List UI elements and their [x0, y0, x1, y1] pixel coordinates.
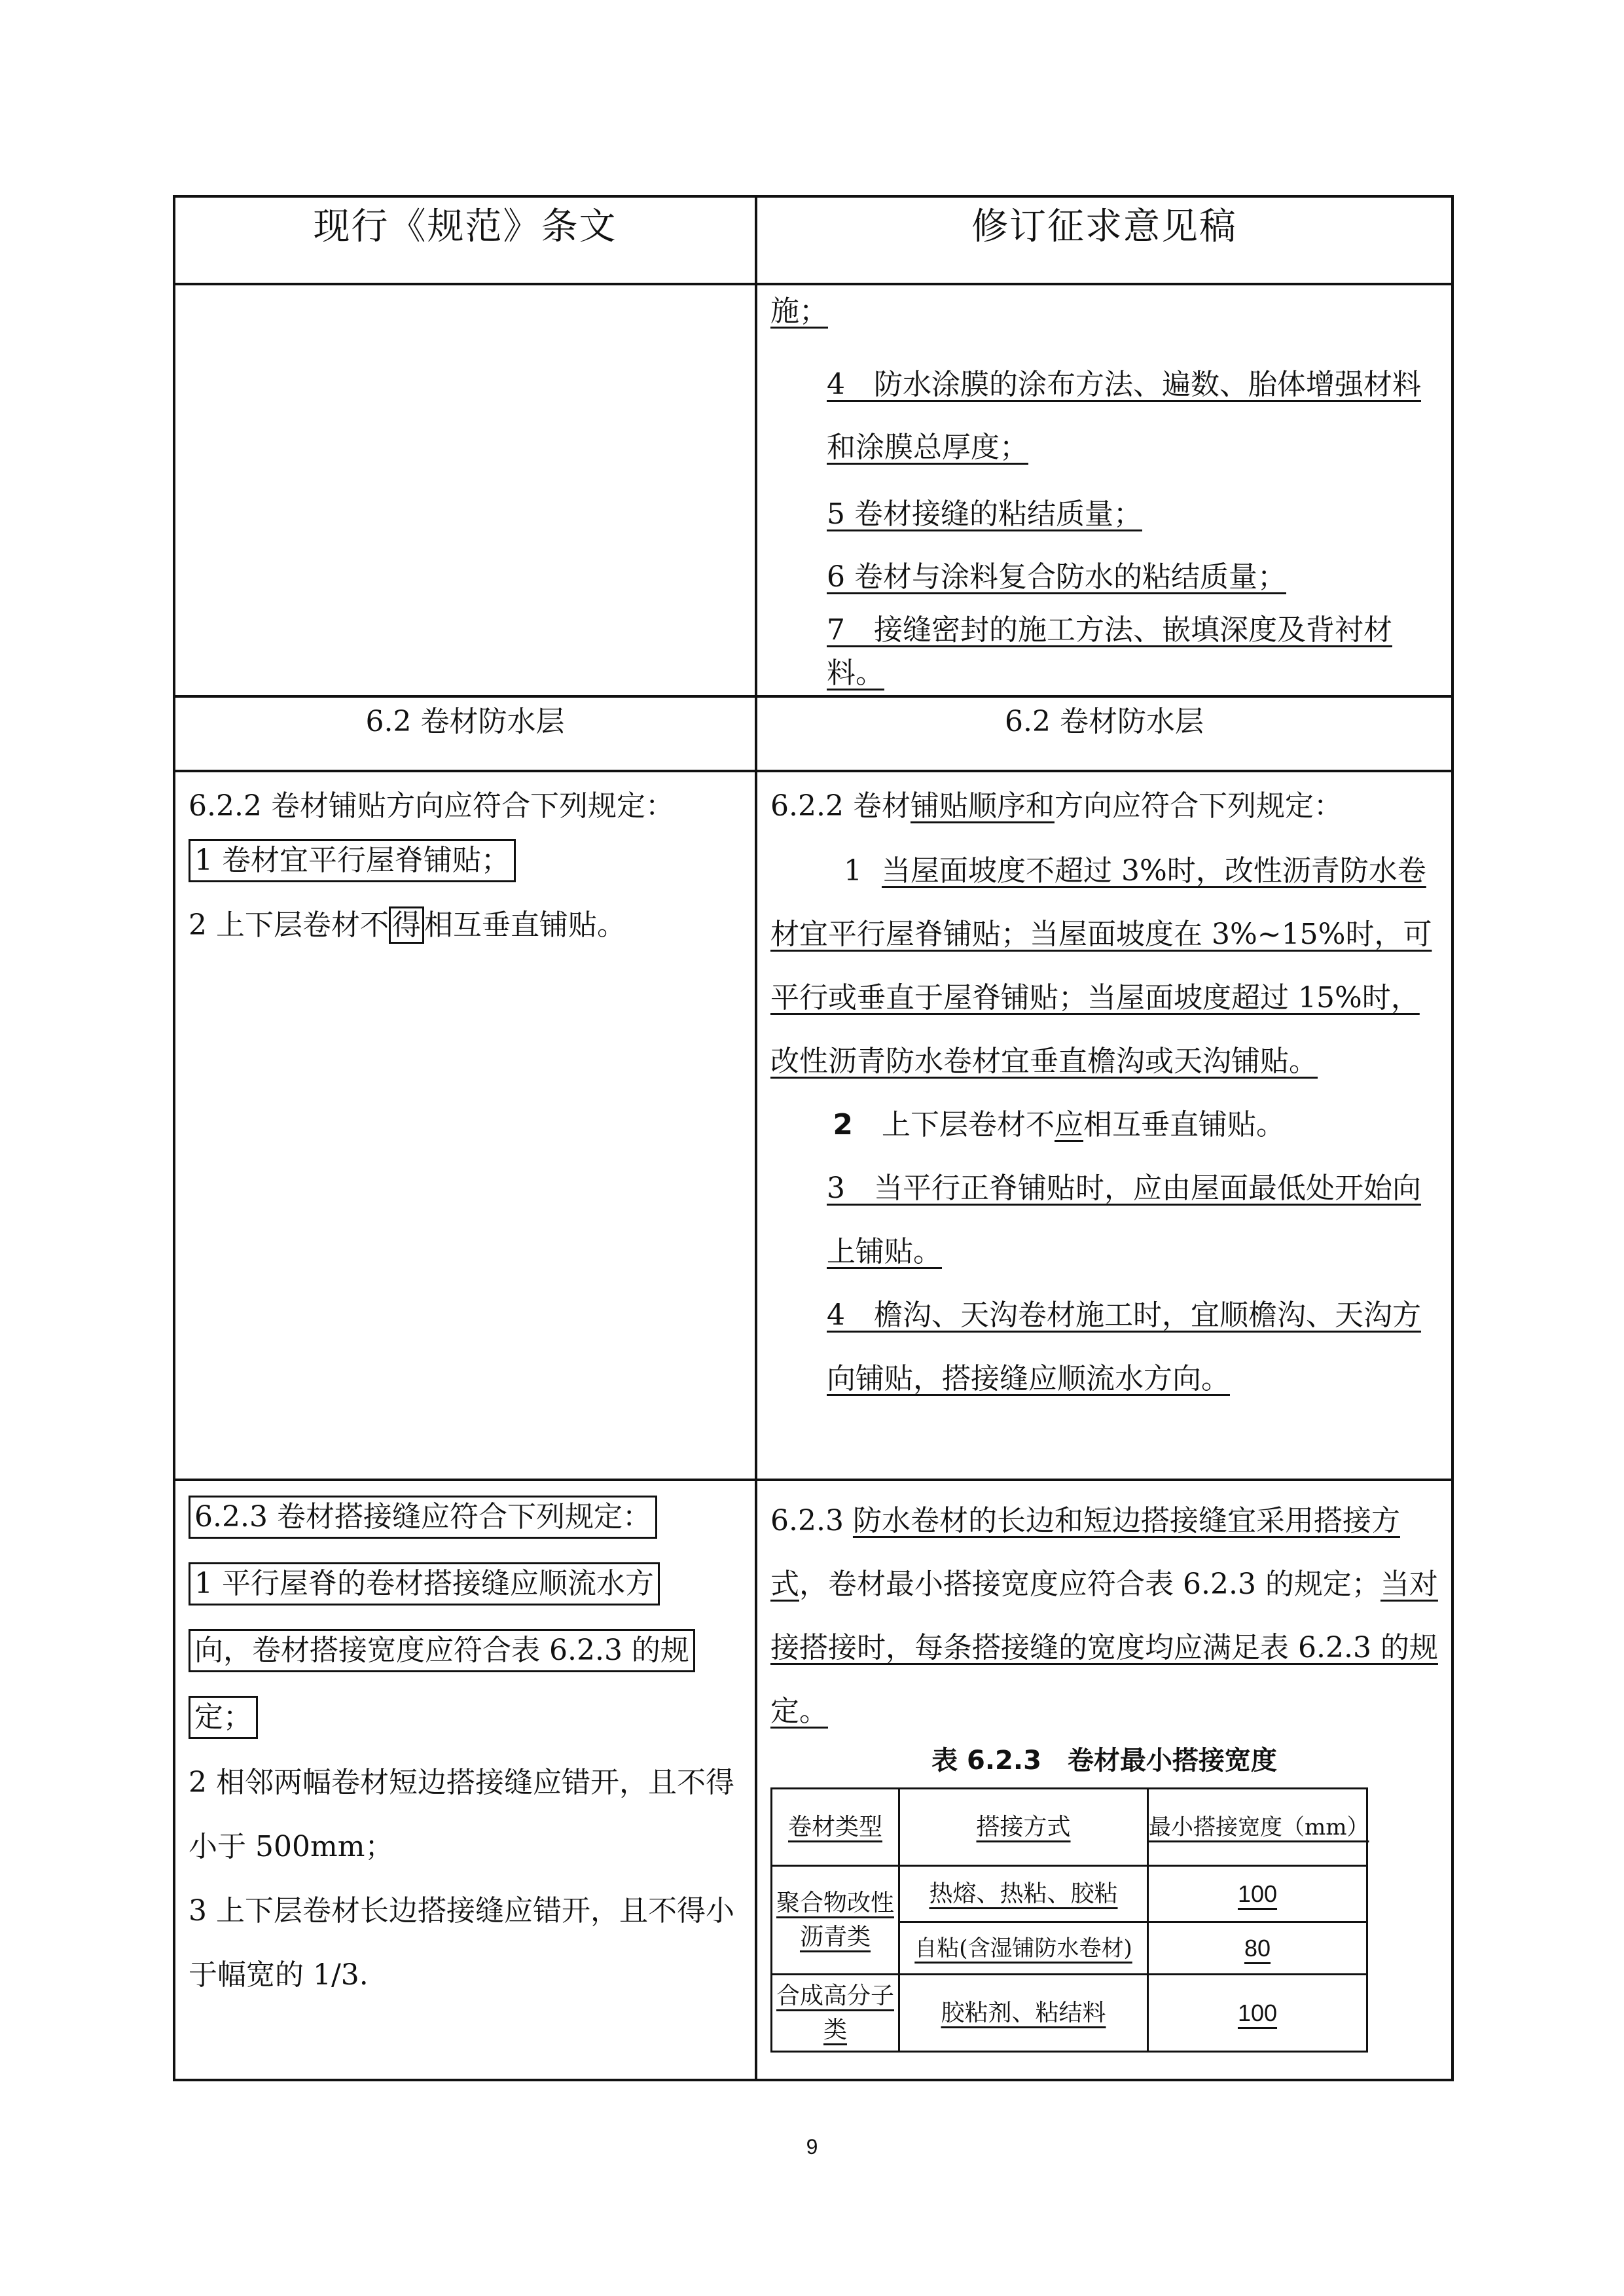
row-continued-items: [174, 284, 1453, 696]
row-6-2-2: [174, 771, 1453, 1480]
left-6-2-2: [174, 771, 756, 1480]
page-number: 9: [806, 2135, 818, 2159]
subtable-type-cell: 合成高分子类: [772, 1975, 899, 2052]
subtable-header-type: 卷材类型: [772, 1789, 899, 1866]
subtable-width-cell: 100: [1148, 1975, 1367, 2052]
item-6-composite-bond: 6 卷材与涂料复合防水的粘结质量；: [827, 560, 1286, 594]
subtable-width-cell: 80: [1148, 1922, 1367, 1975]
subtable-method-cell: 胶粘剂、粘结料: [899, 1975, 1148, 2052]
comparison-document: [173, 195, 1451, 2081]
right-6-2-3: [756, 1480, 1453, 2080]
left-6-2-2-item1: 1 卷材宜平行屋脊铺贴；: [175, 839, 755, 882]
section-6-2-right: 6.2 卷材防水层: [756, 696, 1453, 771]
right-cell-continued: [756, 284, 1453, 696]
left-6-2-3-item1-line1: 1 平行屋脊的卷材搭接缝应顺流水方: [175, 1562, 755, 1605]
highlighted-char: 得: [389, 906, 424, 944]
subtable-method-cell: 自粘(含湿铺防水卷材): [899, 1922, 1148, 1975]
left-6-2-3-item1-line2: 向，卷材搭接宽度应符合表 6.2.3 的规: [175, 1629, 755, 1672]
right-6-2-2-title: 6.2.2 卷材铺贴顺序和方向应符合下列规定：: [770, 789, 1343, 823]
right-6-2-2: [756, 771, 1453, 1480]
right-6-2-2-item3: 3 当平行正脊铺贴时，应由屋面最低处开始向上铺贴。: [827, 1172, 1421, 1268]
item-7-sealing: 7 接缝密封的施工方法、嵌填深度及背衬材料。: [827, 613, 1392, 690]
item-4-coating: 4 防水涂膜的涂布方法、遍数、胎体增强材料和涂膜总厚度；: [827, 368, 1421, 464]
section-6-2-row: [174, 696, 1453, 771]
subtable-header-width: 最小搭接宽度（mm）: [1148, 1789, 1367, 1866]
table-row: [772, 1975, 1367, 2052]
left-6-2-3-item1-line3: 定；: [175, 1696, 755, 1739]
right-6-2-2-item1: 1 当屋面坡度不超过 3%时，改性沥青防水卷材宜平行屋脊铺贴；当屋面坡度在 3%~15%时，可平行或垂直于屋脊铺贴；当屋面坡度超过 15%时，改性沥青防水卷材宜垂直檐沟或天沟铺贴。: [770, 854, 1432, 1078]
right-6-2-3-text: 6.2.3 防水卷材的长边和短边搭接缝宜采用搭接方式，卷材最小搭接宽度应符合表 6.2.3 的规定；当对接搭接时，每条搭接缝的宽度均应满足表 6.2.3 的规定。: [770, 1504, 1438, 1728]
section-6-2-left: 6.2 卷材防水层: [174, 696, 756, 771]
subtable-type-cell: 聚合物改性沥青类: [772, 1866, 899, 1975]
header-current-code: 现行《规范》条文: [174, 196, 756, 284]
subtable-header-row: [772, 1789, 1367, 1866]
left-6-2-2-item2: 2 上下层卷材不 得 相互垂直铺贴。: [175, 906, 755, 945]
table-header-row: [174, 196, 1453, 284]
right-6-2-2-item2: 2 上下层卷材不应相互垂直铺贴。: [833, 1108, 1285, 1141]
left-6-2-3-item3: 3 上下层卷材长边搭接缝应错开，且不得小于幅宽的 1/3.: [189, 1894, 734, 1992]
subtable-method-cell: 热熔、热粘、胶粘: [899, 1866, 1148, 1922]
subtable-width-cell: 100: [1148, 1866, 1367, 1922]
table-row: [772, 1866, 1367, 1922]
header-revision-draft: 修订征求意见稿: [756, 196, 1453, 284]
left-6-2-3-item2: 2 相邻两幅卷材短边搭接缝应错开，且不得小于 500mm；: [189, 1766, 734, 1863]
left-cell-empty: [174, 284, 756, 696]
table-6-2-3-caption: 表 6.2.3 卷材最小搭接宽度: [931, 1746, 1277, 1776]
continued-text: 施；: [770, 295, 828, 328]
left-6-2-2-title: 6.2.2 卷材铺贴方向应符合下列规定：: [189, 789, 674, 823]
comparison-table: [173, 195, 1454, 2081]
left-6-2-3-title: 6.2.3 卷材搭接缝应符合下列规定：: [175, 1496, 755, 1539]
row-6-2-3: [174, 1480, 1453, 2080]
table-6-2-3: [770, 1787, 1368, 2053]
item-5-seam-bond: 5 卷材接缝的粘结质量；: [827, 497, 1142, 531]
subtable-header-method: 搭接方式: [899, 1789, 1148, 1866]
left-6-2-3: [174, 1480, 756, 2080]
right-6-2-2-item4: 4 檐沟、天沟卷材施工时，宜顺檐沟、天沟方向铺贴，搭接缝应顺流水方向。: [827, 1299, 1421, 1395]
